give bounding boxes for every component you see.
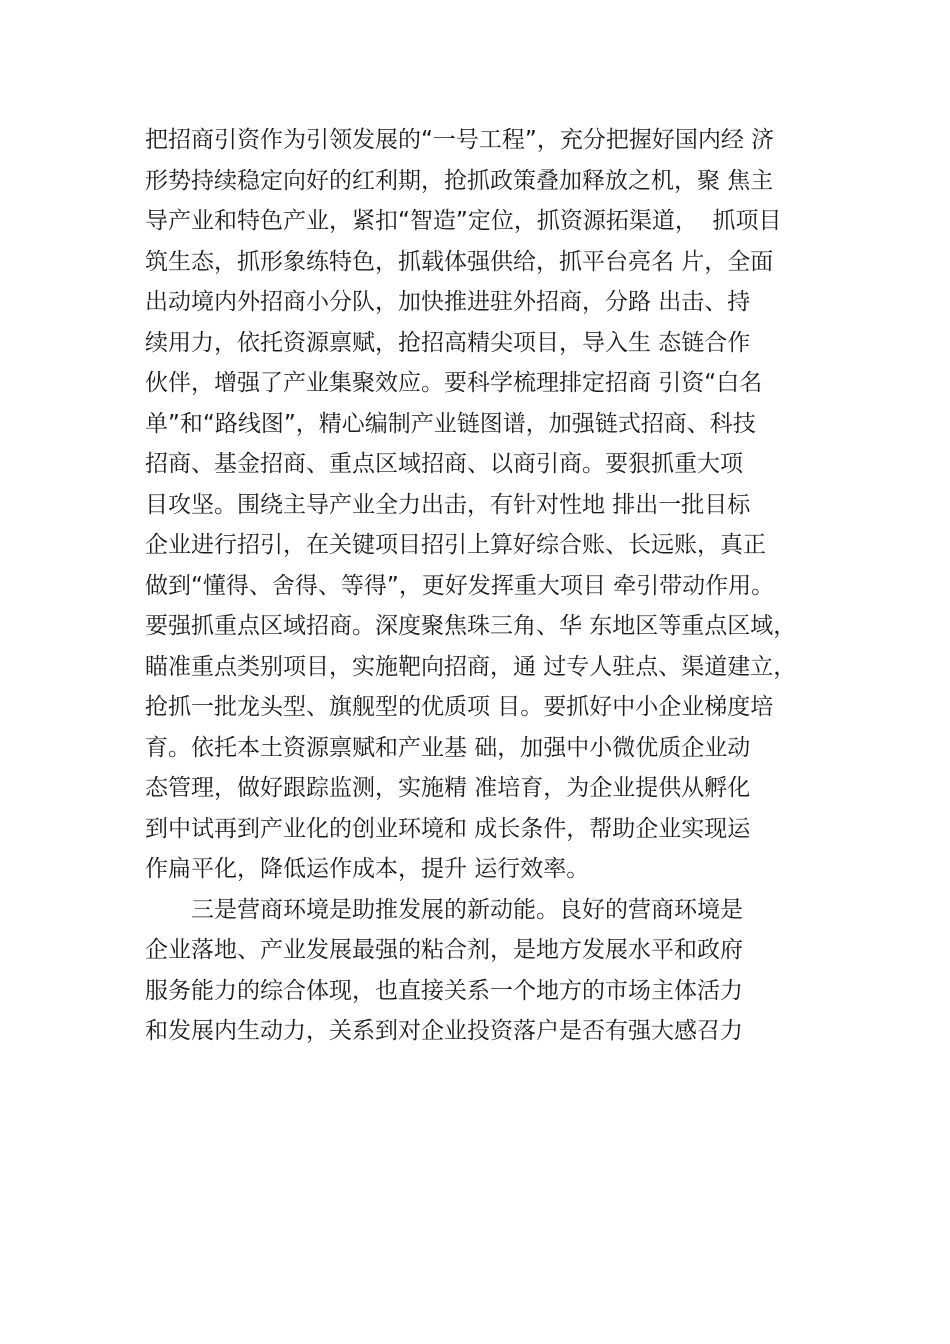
- text-line: 态管理，做好跟踪监测，实施精 准培育，为企业提供从孵化: [145, 775, 751, 801]
- text-line: 要强抓重点区域招商。深度聚焦珠三角、华 东地区等重点区域，: [145, 613, 797, 639]
- text-line: 目攻坚。围绕主导产业全力出击，有针对性地 排出一批目标: [145, 491, 751, 518]
- text-line: 服务能力的综合体现，也直接关系一个地方的市场主体活力: [145, 977, 743, 1004]
- text-line: 单”和“路线图”，精心编制产业链图谱，加强链式招商、科技: [145, 410, 756, 437]
- text-line: 筑生态，抓形象练特色，抓载体强供给，抓平台亮名 片，全面: [145, 248, 774, 275]
- text-line: 导产业和特色产业，紧扣“智造”定位，抓资源拓渠道， 抓项目: [145, 208, 782, 234]
- text-line: 到中试再到产业化的创业环境和 成长条件，帮助企业实现运: [145, 815, 751, 842]
- paragraph-start-line: 三是营商环境是助推发展的新动能。良好的营商环境是: [191, 896, 743, 923]
- text-line: 做到“懂得、舍得、等得”，更好发挥重大项目 牵引带动作用。: [145, 572, 775, 599]
- text-line: 抢抓一批龙头型、旗舰型的优质项 目。要抓好中小企业梯度培: [145, 694, 774, 720]
- text-line: 瞄准重点类别项目，实施靶向招商，通 过专人驻点、渠道建立，: [145, 653, 797, 680]
- text-line: 形势持续稳定向好的红利期，抢抓政策叠加释放之机，聚 焦主: [145, 167, 774, 194]
- text-line: 续用力，依托资源禀赋，抢招高精尖项目，导入生 态链合作: [145, 329, 751, 356]
- text-line: 招商、基金招商、重点区域招商、以商引商。要狠抓重大项: [145, 451, 743, 477]
- text-line: 把招商引资作为引领发展的“一号工程”，充分把握好国内经 济: [145, 127, 775, 153]
- text-line: 和发展内生动力，关系到对企业投资落户是否有强大感召力: [145, 1018, 743, 1044]
- text-line: 企业落地、产业发展最强的粘合剂，是地方发展水平和政府: [145, 937, 743, 963]
- text-line: 作扁平化，降低运作成本，提升 运行效率。: [145, 856, 590, 882]
- body-text: [145, 120, 845, 1052]
- text-line: 企业进行招引，在关键项目招引上算好综合账、长远账，真正: [145, 532, 766, 558]
- text-line: 育。依托本土资源禀赋和产业基 础，加强中小微优质企业动: [145, 734, 751, 761]
- text-line: 伙伴，增强了产业集聚效应。要科学梳理排定招商 引资“白名: [145, 370, 763, 396]
- text-line: 出动境内外招商小分队，加快推进驻外招商，分路 出击、持: [145, 289, 751, 315]
